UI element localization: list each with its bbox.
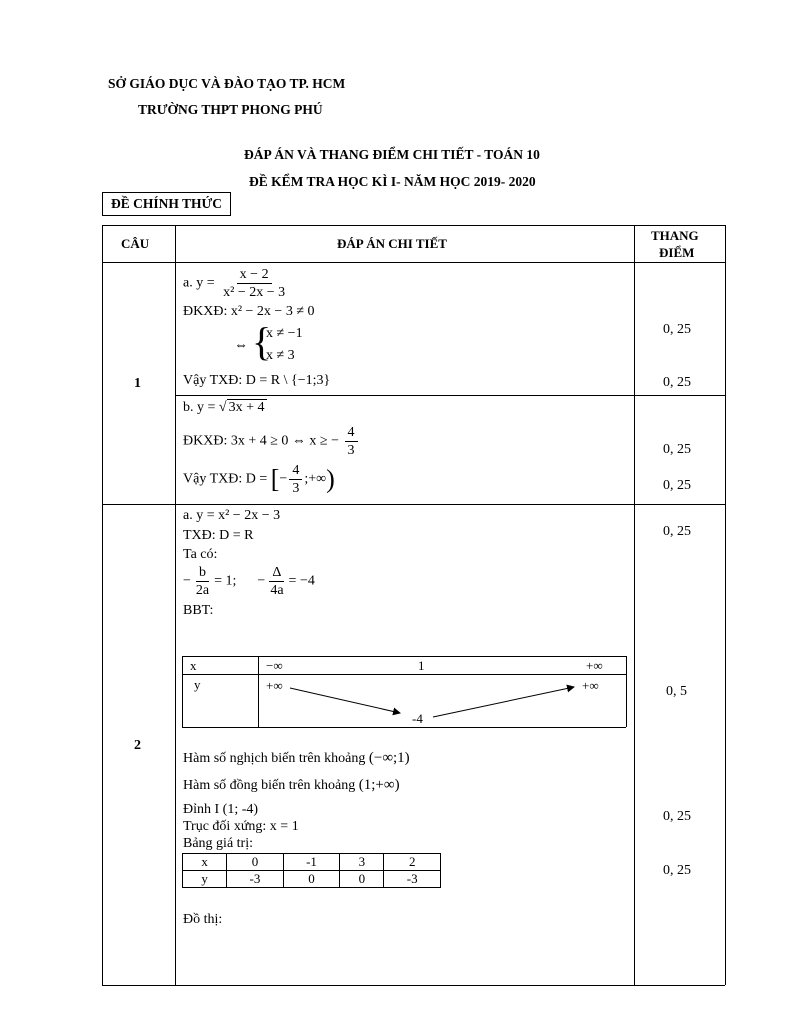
value-cell: x	[183, 854, 227, 871]
column-header-answer: ĐÁP ÁN CHI TIẾT	[337, 236, 447, 251]
q1b-radicand: 3x + 4	[228, 400, 265, 415]
q2-value-table-label: Bảng giá trị:	[183, 836, 253, 851]
q1a-brace: {	[252, 319, 272, 364]
q2a-function: a. y = x² − 2x − 3	[183, 508, 281, 523]
bbt-x-pos-inf: +∞	[586, 658, 603, 673]
question-number-1: 1	[134, 376, 141, 391]
q2-vertex-calc: − $\frac{b}{2a}$ = 1; − $\frac{\Delta}{4a}$ = −4	[183, 565, 315, 598]
document-title: ĐÁP ÁN VÀ THANG ĐIỂM CHI TIẾT - TOÁN 10	[244, 147, 540, 162]
q1b-numerator: 4	[345, 424, 358, 442]
exam-title: ĐỀ KỂM TRA HỌC KÌ I- NĂM HỌC 2019- 2020	[249, 174, 536, 189]
q2-score-4: 0, 25	[663, 863, 691, 878]
value-cell: -3	[384, 871, 441, 888]
value-cell: 0	[227, 854, 284, 871]
q2-frac2-den: 4a	[270, 583, 284, 598]
value-cell: 0	[340, 871, 384, 888]
q1b-dkxd: 3x + 4 ≥ 0 ⇔ x ≥ −	[230, 433, 340, 449]
value-cell: 3	[340, 854, 384, 871]
q1b-fx: y =	[197, 400, 216, 415]
q1b-label: b.	[183, 400, 194, 415]
q1a-equiv: ⇔	[234, 338, 248, 353]
q2-increasing-text: Hàm số đồng biến trên khoảng	[183, 778, 356, 793]
q1a-numerator: x − 2	[237, 266, 272, 284]
q1b-txd-numerator: 4	[289, 462, 302, 480]
column-header-score-1: THANG	[651, 228, 699, 243]
q1b-txd-post: ;+∞	[304, 471, 327, 487]
q1b-function: b. y = √ 3x + 4	[183, 400, 265, 415]
department-name: SỞ GIÁO DỤC VÀ ĐÀO TẠO TP. HCM	[108, 76, 346, 91]
q1a-fx: y =	[196, 275, 215, 291]
q2-frac2-num: Δ	[269, 564, 284, 582]
q1a-txd: D = R \ {−1;3}	[245, 373, 331, 388]
value-cell: 0	[283, 871, 340, 888]
q2-score-3: 0, 25	[663, 809, 691, 824]
q2-frac1-rhs: = 1;	[214, 573, 237, 589]
bbt-x-neg-inf: −∞	[266, 658, 283, 673]
q2-taco: Ta có:	[183, 547, 218, 562]
value-table	[182, 853, 441, 888]
q2-decreasing-interval: (−∞;1)	[368, 750, 410, 766]
q2-decreasing-text: Hàm số nghịch biến trên khoảng	[183, 751, 366, 766]
q1-score-2: 0, 25	[663, 375, 691, 390]
q2-bbt-label: BBT:	[183, 603, 214, 618]
question-number-2: 2	[134, 738, 141, 753]
q1b-txd-label: Vậy TXĐ:	[183, 471, 243, 487]
official-label: ĐỀ CHÍNH THỨC	[102, 192, 231, 216]
q2-score-1: 0, 25	[663, 524, 691, 539]
q1b-dkxd-label: ĐKXĐ:	[183, 433, 228, 449]
value-table-row-y	[183, 871, 441, 888]
column-header-score-2: ĐIỂM	[659, 245, 695, 260]
q1a-dkxd: x² − 2x − 3 ≠ 0	[230, 304, 315, 319]
q2-decreasing	[183, 750, 410, 767]
value-cell: -3	[227, 871, 284, 888]
school-name: TRƯỜNG THPT PHONG PHÚ	[138, 102, 323, 117]
q1b-txd-pre: D =	[245, 471, 268, 487]
q1a-label: a.	[183, 275, 193, 291]
q1-score-3: 0, 25	[663, 442, 691, 457]
q2-frac1-den: 2a	[195, 583, 210, 598]
q1a-denominator: x² − 2x − 3	[223, 285, 286, 300]
bbt-x-label: x	[190, 658, 197, 673]
q1b-domain: Vậy TXĐ: D = [− $\frac{4}{3}$ ;+∞)	[183, 463, 335, 496]
q2-axis: Trục đối xứng: x = 1	[183, 819, 299, 834]
q2-vertex: Đỉnh I (1; -4)	[183, 802, 259, 817]
bbt-y-right: +∞	[582, 678, 599, 693]
column-header-question: CÂU	[121, 236, 150, 251]
q1a-txd-label: Vậy TXĐ:	[183, 373, 243, 388]
q1-score-4: 0, 25	[663, 478, 691, 493]
value-cell: 2	[384, 854, 441, 871]
q1a-cond-2: x ≠ 3	[266, 348, 295, 363]
value-cell: -1	[283, 854, 340, 871]
q2-increasing	[183, 777, 400, 794]
q1-score-1: 0, 25	[663, 322, 691, 337]
value-cell: y	[183, 871, 227, 888]
value-table-row-x	[183, 854, 441, 871]
q2-increasing-interval: (1;+∞)	[358, 777, 400, 793]
bbt-y-label: y	[194, 677, 201, 692]
q1b-denominator: 3	[347, 443, 355, 458]
q1a-cond-1: x ≠ −1	[266, 326, 303, 341]
q2-score-2: 0, 5	[666, 684, 687, 699]
q2-frac1-num: b	[196, 564, 209, 582]
q2-frac2-rhs: = −4	[288, 573, 315, 589]
q2-domain: TXĐ: D = R	[183, 528, 254, 543]
bbt-x-vertex: 1	[418, 658, 425, 673]
q2-graph-label: Đồ thị:	[183, 912, 223, 927]
q1b-txd-denominator: 3	[292, 481, 300, 496]
bbt-y-min: -4	[412, 711, 423, 726]
bbt-y-left: +∞	[266, 678, 283, 693]
q1a-dkxd-label: ĐKXĐ:	[183, 304, 228, 319]
